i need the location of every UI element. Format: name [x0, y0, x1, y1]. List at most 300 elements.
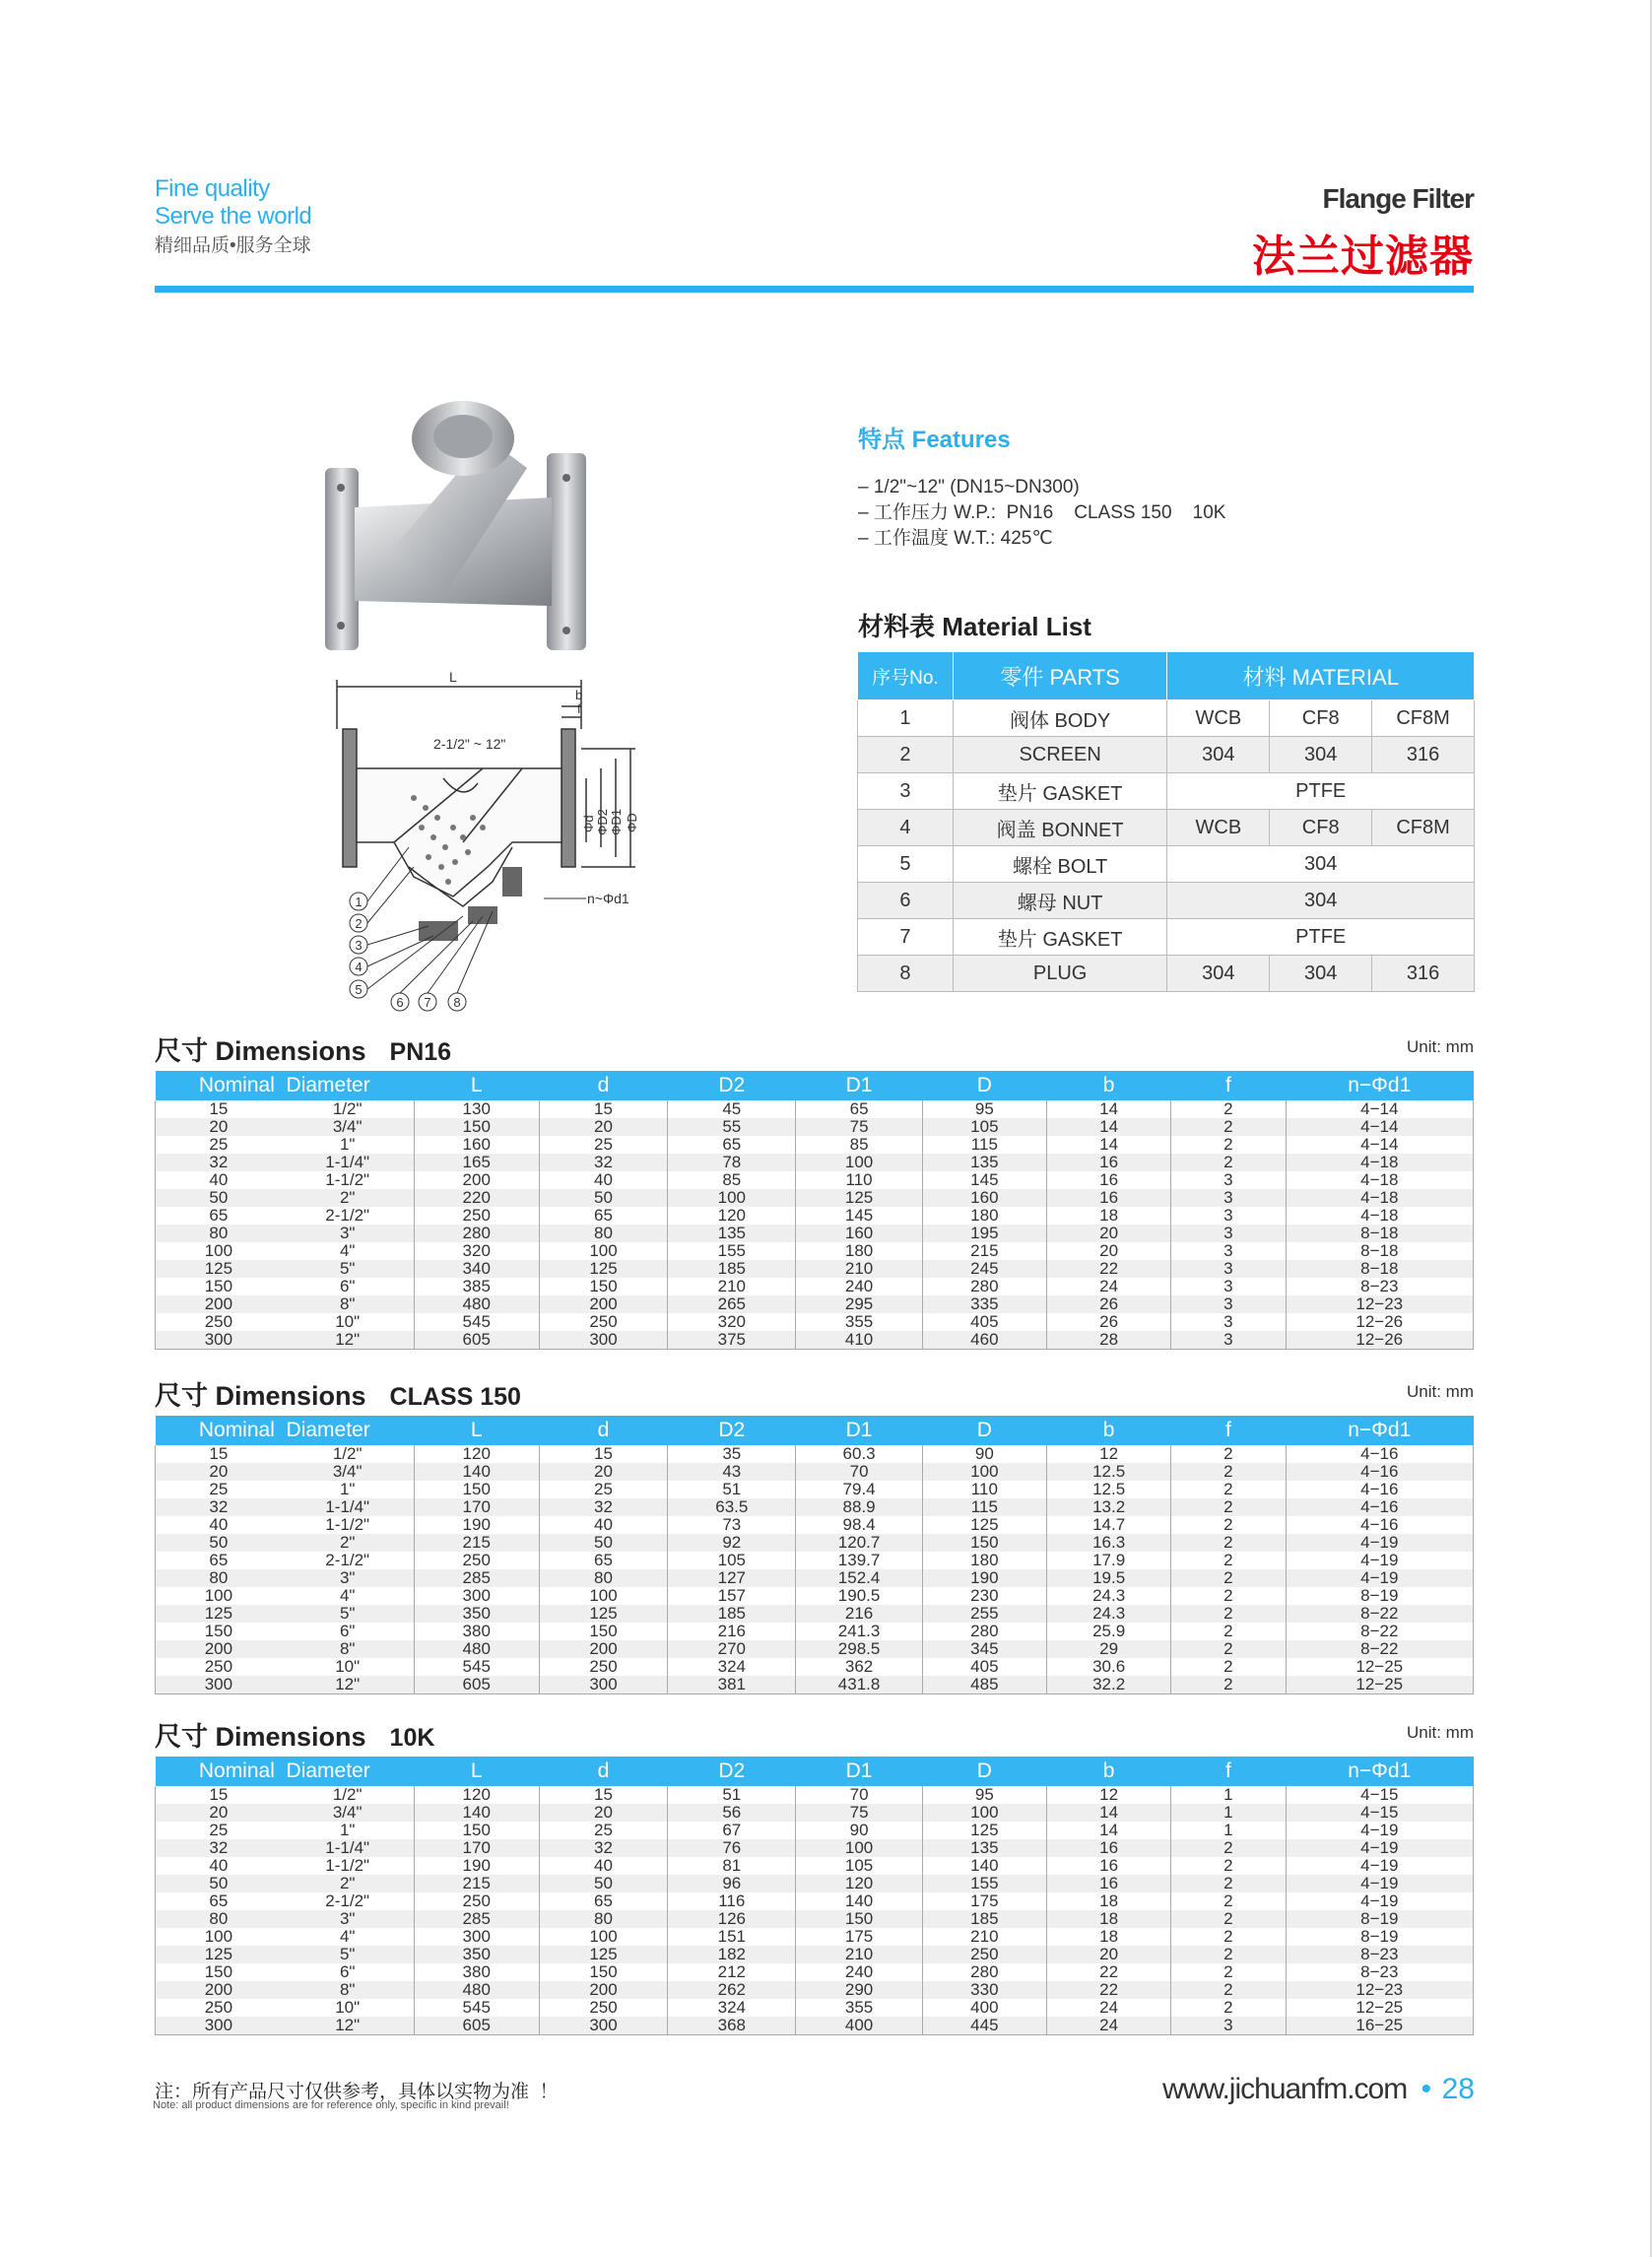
- table-cell: 63.5: [668, 1498, 796, 1516]
- table-cell: 5": [282, 1260, 414, 1278]
- table-row: [156, 1552, 1474, 1569]
- table-row: [156, 1278, 1474, 1295]
- table-cell: 8−22: [1286, 1623, 1473, 1640]
- table-cell: 2: [1171, 1136, 1286, 1154]
- table-cell: 135: [922, 1839, 1046, 1857]
- material-list-title: 材料表 Material List: [858, 612, 1091, 641]
- table-cell: 320: [668, 1313, 796, 1331]
- table-cell: 50: [539, 1534, 667, 1552]
- table-cell: 170: [414, 1498, 539, 1516]
- table-cell: 24: [1047, 1999, 1171, 2017]
- table-cell: 20: [1047, 1242, 1171, 1260]
- table-cell: 270: [668, 1640, 796, 1658]
- table-cell: 380: [414, 1963, 539, 1981]
- material-value: PTFE: [1167, 773, 1475, 810]
- table-row: [156, 1946, 1474, 1963]
- footer-bullet: •: [1421, 2073, 1432, 2105]
- table-cell: 51: [668, 1481, 796, 1498]
- table-cell: 1/2": [282, 1445, 414, 1463]
- table-cell: 8−23: [1286, 1278, 1473, 1295]
- table-row: [156, 1623, 1474, 1640]
- table-cell: 16: [1047, 1171, 1171, 1189]
- material-row: [858, 810, 1475, 846]
- table-cell: 362: [796, 1658, 922, 1676]
- table-cell: 2: [1171, 1569, 1286, 1587]
- material-value: 304: [1167, 846, 1475, 883]
- table-cell: 14: [1047, 1822, 1171, 1839]
- table-cell: 200: [156, 1640, 282, 1658]
- col-header: f: [1171, 1757, 1286, 1786]
- col-header: b: [1047, 1416, 1171, 1445]
- material-part: 阀盖 BONNET: [953, 810, 1167, 846]
- table-cell: 25: [539, 1136, 667, 1154]
- table-cell: 115: [922, 1498, 1046, 1516]
- material-value: PTFE: [1167, 919, 1475, 956]
- table-cell: 12.5: [1047, 1463, 1171, 1481]
- table-cell: 240: [796, 1278, 922, 1295]
- table-cell: 3/4": [282, 1118, 414, 1136]
- table-cell: 160: [796, 1225, 922, 1242]
- table-cell: 40: [156, 1857, 282, 1875]
- table-cell: 65: [539, 1892, 667, 1910]
- table-cell: 3: [1171, 1313, 1286, 1331]
- table-cell: 250: [539, 1999, 667, 2017]
- table-cell: 410: [796, 1331, 922, 1350]
- table-cell: 32: [156, 1839, 282, 1857]
- table-cell: 139.7: [796, 1552, 922, 1569]
- table-cell: 24.3: [1047, 1587, 1171, 1605]
- material-no: 3: [858, 773, 954, 810]
- table-cell: 250: [156, 1313, 282, 1331]
- table-cell: 18: [1047, 1910, 1171, 1928]
- material-value: 304: [1167, 956, 1270, 992]
- table-cell: 4−18: [1286, 1171, 1473, 1189]
- table-cell: 8": [282, 1981, 414, 1999]
- table-row: [156, 1225, 1474, 1242]
- table-cell: 150: [922, 1534, 1046, 1552]
- table-cell: 105: [668, 1552, 796, 1569]
- table-cell: 155: [668, 1242, 796, 1260]
- table-cell: 4−16: [1286, 1463, 1473, 1481]
- col-nominal-diameter: Nominal Diameter: [156, 1757, 415, 1786]
- material-part: 垫片 GASKET: [953, 919, 1167, 956]
- table-cell: 105: [922, 1118, 1046, 1136]
- table-cell: 300: [156, 1676, 282, 1694]
- table-cell: 2: [1171, 1463, 1286, 1481]
- callout-6: 6: [396, 995, 404, 1010]
- table-cell: 200: [414, 1171, 539, 1189]
- table-cell: 20: [539, 1804, 667, 1822]
- table-cell: 2: [1171, 1154, 1286, 1171]
- table-cell: 1-1/2": [282, 1516, 414, 1534]
- table-cell: 24: [1047, 1278, 1171, 1295]
- table-cell: 130: [414, 1100, 539, 1118]
- dim-L-label: L: [449, 670, 457, 685]
- table-cell: 280: [922, 1623, 1046, 1640]
- table-cell: 40: [539, 1171, 667, 1189]
- table-cell: 20: [1047, 1225, 1171, 1242]
- table-cell: 2: [1171, 1839, 1286, 1857]
- table-cell: 4−18: [1286, 1154, 1473, 1171]
- table-cell: 8−23: [1286, 1946, 1473, 1963]
- col-header: L: [414, 1757, 539, 1786]
- table-cell: 150: [414, 1481, 539, 1498]
- table-cell: 135: [922, 1154, 1046, 1171]
- features-list: [858, 475, 1225, 552]
- table-cell: 3": [282, 1225, 414, 1242]
- table-cell: 152.4: [796, 1569, 922, 1587]
- dim-D2-label: ΦD2: [595, 809, 610, 835]
- table-cell: 605: [414, 1676, 539, 1694]
- table-row: [156, 1481, 1474, 1498]
- table-cell: 151: [668, 1928, 796, 1946]
- table-cell: 324: [668, 1658, 796, 1676]
- table-cell: 280: [414, 1225, 539, 1242]
- table-cell: 20: [156, 1463, 282, 1481]
- table-cell: 460: [922, 1331, 1046, 1350]
- table-cell: 18: [1047, 1892, 1171, 1910]
- callout-3: 3: [355, 938, 363, 953]
- dimensions-table: [155, 1757, 1474, 2035]
- table-cell: 3: [1171, 1171, 1286, 1189]
- table-cell: 95: [922, 1786, 1046, 1804]
- table-cell: 2: [1171, 1534, 1286, 1552]
- table-cell: 185: [668, 1605, 796, 1623]
- table-cell: 12−26: [1286, 1313, 1473, 1331]
- table-cell: 96: [668, 1875, 796, 1892]
- table-cell: 8−19: [1286, 1928, 1473, 1946]
- table-cell: 79.4: [796, 1481, 922, 1498]
- table-cell: 50: [156, 1534, 282, 1552]
- material-row: [858, 773, 1475, 810]
- dimensions-title: [155, 1029, 451, 1068]
- table-cell: 14.7: [1047, 1516, 1171, 1534]
- col-header: b: [1047, 1757, 1171, 1786]
- col-header: D1: [796, 1757, 922, 1786]
- material-no: 5: [858, 846, 954, 883]
- dimensions-table: [155, 1416, 1474, 1694]
- table-cell: 545: [414, 1999, 539, 2017]
- table-cell: 67: [668, 1822, 796, 1839]
- table-cell: 3/4": [282, 1463, 414, 1481]
- footer-note-en: Note: all product dimensions are for reference only, specific in kind prevail!: [153, 2099, 509, 2111]
- table-cell: 40: [539, 1516, 667, 1534]
- table-cell: 120: [414, 1445, 539, 1463]
- table-cell: 15: [539, 1786, 667, 1804]
- table-cell: 125: [922, 1822, 1046, 1839]
- dimensions-table: [155, 1071, 1474, 1350]
- table-cell: 125: [156, 1946, 282, 1963]
- table-row: [156, 1118, 1474, 1136]
- dim-nd1-label: n~Φd1: [587, 891, 629, 906]
- table-cell: 110: [796, 1171, 922, 1189]
- table-cell: 80: [539, 1225, 667, 1242]
- table-row: [156, 1999, 1474, 2017]
- table-cell: 12": [282, 2017, 414, 2035]
- table-cell: 2: [1171, 1910, 1286, 1928]
- table-cell: 605: [414, 1331, 539, 1350]
- col-header: D: [922, 1071, 1046, 1100]
- table-cell: 431.8: [796, 1676, 922, 1694]
- table-cell: 150: [414, 1822, 539, 1839]
- table-cell: 65: [796, 1100, 922, 1118]
- table-cell: 22: [1047, 1963, 1171, 1981]
- table-cell: 150: [539, 1623, 667, 1640]
- table-cell: 150: [156, 1278, 282, 1295]
- table-cell: 182: [668, 1946, 796, 1963]
- table-cell: 98.4: [796, 1516, 922, 1534]
- table-cell: 3: [1171, 1295, 1286, 1313]
- col-material: 材料 MATERIAL: [1167, 652, 1475, 700]
- table-cell: 4−14: [1286, 1118, 1473, 1136]
- table-row: [156, 1136, 1474, 1154]
- table-row: [156, 1910, 1474, 1928]
- material-no: 6: [858, 883, 954, 919]
- table-cell: 50: [156, 1875, 282, 1892]
- table-cell: 2: [1171, 1552, 1286, 1569]
- table-cell: 100: [156, 1928, 282, 1946]
- callout-5: 5: [355, 982, 363, 997]
- dim-f-label: f: [577, 701, 581, 716]
- table-row: [156, 1981, 1474, 1999]
- dimensions-label: 尺寸 Dimensions: [155, 1722, 366, 1752]
- table-cell: 4−18: [1286, 1207, 1473, 1225]
- table-cell: 405: [922, 1313, 1046, 1331]
- table-cell: 12": [282, 1331, 414, 1350]
- table-cell: 2: [1171, 1963, 1286, 1981]
- col-header: D2: [668, 1757, 796, 1786]
- material-part: 螺母 NUT: [953, 883, 1167, 919]
- table-row: [156, 1804, 1474, 1822]
- tagline-cn: 精细品质•服务全球: [155, 235, 311, 256]
- material-value: WCB: [1167, 700, 1270, 737]
- table-cell: 330: [922, 1981, 1046, 1999]
- table-cell: 215: [414, 1875, 539, 1892]
- table-cell: 295: [796, 1295, 922, 1313]
- material-no: 7: [858, 919, 954, 956]
- table-cell: 32.2: [1047, 1676, 1171, 1694]
- table-cell: 12−25: [1286, 1999, 1473, 2017]
- table-cell: 157: [668, 1587, 796, 1605]
- table-cell: 300: [539, 2017, 667, 2035]
- table-cell: 15: [156, 1786, 282, 1804]
- material-table: [857, 651, 1475, 992]
- material-row: [858, 846, 1475, 883]
- table-cell: 8": [282, 1640, 414, 1658]
- table-cell: 2: [1171, 1981, 1286, 1999]
- table-cell: 405: [922, 1658, 1046, 1676]
- table-row: [156, 1857, 1474, 1875]
- table-cell: 210: [668, 1278, 796, 1295]
- table-row: [156, 1658, 1474, 1676]
- dimensions-label: 尺寸 Dimensions: [155, 1381, 366, 1411]
- table-cell: 3: [1171, 1242, 1286, 1260]
- table-cell: 18: [1047, 1928, 1171, 1946]
- table-cell: 400: [796, 2017, 922, 2035]
- table-cell: 1-1/4": [282, 1154, 414, 1171]
- table-cell: 1-1/2": [282, 1857, 414, 1875]
- table-cell: 320: [414, 1242, 539, 1260]
- table-row: [156, 1171, 1474, 1189]
- table-cell: 125: [922, 1516, 1046, 1534]
- table-cell: 32: [156, 1154, 282, 1171]
- table-cell: 300: [156, 2017, 282, 2035]
- table-cell: 50: [539, 1189, 667, 1207]
- unit-label: Unit: mm: [1407, 1037, 1474, 1056]
- table-cell: 8": [282, 1295, 414, 1313]
- table-cell: 180: [922, 1207, 1046, 1225]
- table-cell: 100: [796, 1839, 922, 1857]
- table-cell: 25: [156, 1822, 282, 1839]
- table-cell: 20: [156, 1804, 282, 1822]
- table-cell: 40: [156, 1516, 282, 1534]
- table-cell: 92: [668, 1534, 796, 1552]
- table-cell: 120.7: [796, 1534, 922, 1552]
- col-header: L: [414, 1071, 539, 1100]
- footer-note-cn: 注：所有产品尺寸仅供参考，具体以实物为准 ！: [155, 2082, 559, 2102]
- table-cell: 125: [539, 1260, 667, 1278]
- table-row: [156, 1463, 1474, 1481]
- table-row: [156, 1242, 1474, 1260]
- table-cell: 16: [1047, 1189, 1171, 1207]
- table-cell: 160: [414, 1136, 539, 1154]
- table-cell: 100: [668, 1189, 796, 1207]
- table-cell: 1-1/4": [282, 1498, 414, 1516]
- table-cell: 127: [668, 1569, 796, 1587]
- table-cell: 25: [156, 1481, 282, 1498]
- table-cell: 2: [1171, 1875, 1286, 1892]
- table-cell: 13.2: [1047, 1498, 1171, 1516]
- table-cell: 135: [668, 1225, 796, 1242]
- table-cell: 45: [668, 1100, 796, 1118]
- table-cell: 3/4": [282, 1804, 414, 1822]
- table-cell: 18: [1047, 1207, 1171, 1225]
- table-cell: 255: [922, 1605, 1046, 1623]
- table-cell: 125: [539, 1946, 667, 1963]
- table-cell: 16−25: [1286, 2017, 1473, 2035]
- table-cell: 2: [1171, 1892, 1286, 1910]
- col-header: n−Φd1: [1286, 1757, 1473, 1786]
- callout-7: 7: [424, 995, 431, 1010]
- col-header: D1: [796, 1416, 922, 1445]
- table-cell: 250: [156, 1999, 282, 2017]
- material-part: PLUG: [953, 956, 1167, 992]
- table-cell: 190: [922, 1569, 1046, 1587]
- dimensions-title: [155, 1374, 521, 1413]
- table-cell: 26: [1047, 1295, 1171, 1313]
- table-row: [156, 1892, 1474, 1910]
- table-cell: 220: [414, 1189, 539, 1207]
- table-cell: 16: [1047, 1875, 1171, 1892]
- table-cell: 2: [1171, 1587, 1286, 1605]
- table-cell: 150: [539, 1963, 667, 1981]
- table-cell: 200: [539, 1640, 667, 1658]
- table-cell: 55: [668, 1118, 796, 1136]
- table-cell: 3: [1171, 2017, 1286, 2035]
- feature-item: – 1/2"~12" (DN15~DN300): [858, 477, 1080, 498]
- table-row: [156, 1875, 1474, 1892]
- table-cell: 105: [796, 1857, 922, 1875]
- table-cell: 4−19: [1286, 1552, 1473, 1569]
- material-part: SCREEN: [953, 737, 1167, 773]
- table-cell: 485: [922, 1676, 1046, 1694]
- table-cell: 4−19: [1286, 1569, 1473, 1587]
- table-cell: 2-1/2": [282, 1207, 414, 1225]
- material-row: [858, 700, 1475, 737]
- table-cell: 16: [1047, 1857, 1171, 1875]
- dim-b-label: b: [575, 688, 583, 702]
- table-cell: 40: [156, 1171, 282, 1189]
- table-row: [156, 1822, 1474, 1839]
- table-cell: 6": [282, 1963, 414, 1981]
- table-cell: 65: [156, 1892, 282, 1910]
- table-cell: 25: [156, 1136, 282, 1154]
- table-cell: 78: [668, 1154, 796, 1171]
- table-cell: 215: [922, 1242, 1046, 1260]
- table-cell: 4−14: [1286, 1136, 1473, 1154]
- table-cell: 80: [156, 1910, 282, 1928]
- title-en: Flange Filter: [1322, 183, 1474, 214]
- table-cell: 3: [1171, 1278, 1286, 1295]
- table-cell: 155: [922, 1875, 1046, 1892]
- col-header: d: [539, 1757, 667, 1786]
- table-cell: 1": [282, 1481, 414, 1498]
- table-cell: 15: [156, 1100, 282, 1118]
- table-cell: 70: [796, 1463, 922, 1481]
- tagline-en-2: Serve the world: [155, 203, 312, 230]
- table-cell: 150: [539, 1278, 667, 1295]
- table-cell: 250: [539, 1658, 667, 1676]
- table-row: [156, 1786, 1474, 1804]
- table-cell: 240: [796, 1963, 922, 1981]
- table-cell: 22: [1047, 1981, 1171, 1999]
- table-row: [156, 1313, 1474, 1331]
- table-cell: 265: [668, 1295, 796, 1313]
- table-cell: 280: [922, 1963, 1046, 1981]
- table-cell: 480: [414, 1981, 539, 1999]
- table-cell: 125: [539, 1605, 667, 1623]
- table-row: [156, 1605, 1474, 1623]
- table-cell: 4": [282, 1242, 414, 1260]
- table-cell: 14: [1047, 1118, 1171, 1136]
- table-cell: 16: [1047, 1154, 1171, 1171]
- table-cell: 300: [539, 1331, 667, 1350]
- table-cell: 150: [156, 1963, 282, 1981]
- table-cell: 65: [539, 1207, 667, 1225]
- table-cell: 1/2": [282, 1100, 414, 1118]
- table-cell: 25: [539, 1481, 667, 1498]
- footer-site-block: [1162, 2073, 1475, 2106]
- table-cell: 125: [156, 1260, 282, 1278]
- col-parts: 零件 PARTS: [953, 652, 1167, 700]
- table-cell: 2: [1171, 1445, 1286, 1463]
- col-header: f: [1171, 1071, 1286, 1100]
- table-cell: 8−19: [1286, 1910, 1473, 1928]
- table-cell: 1-1/4": [282, 1839, 414, 1857]
- table-cell: 2: [1171, 1100, 1286, 1118]
- table-cell: 250: [539, 1313, 667, 1331]
- page-number: 28: [1441, 2073, 1475, 2105]
- table-cell: 15: [539, 1100, 667, 1118]
- table-cell: 200: [539, 1295, 667, 1313]
- material-value: 316: [1372, 737, 1475, 773]
- table-cell: 230: [922, 1587, 1046, 1605]
- col-no: 序号No.: [858, 652, 954, 700]
- material-value: CF8: [1270, 700, 1372, 737]
- table-cell: 8−23: [1286, 1963, 1473, 1981]
- table-cell: 250: [414, 1892, 539, 1910]
- table-cell: 90: [796, 1822, 922, 1839]
